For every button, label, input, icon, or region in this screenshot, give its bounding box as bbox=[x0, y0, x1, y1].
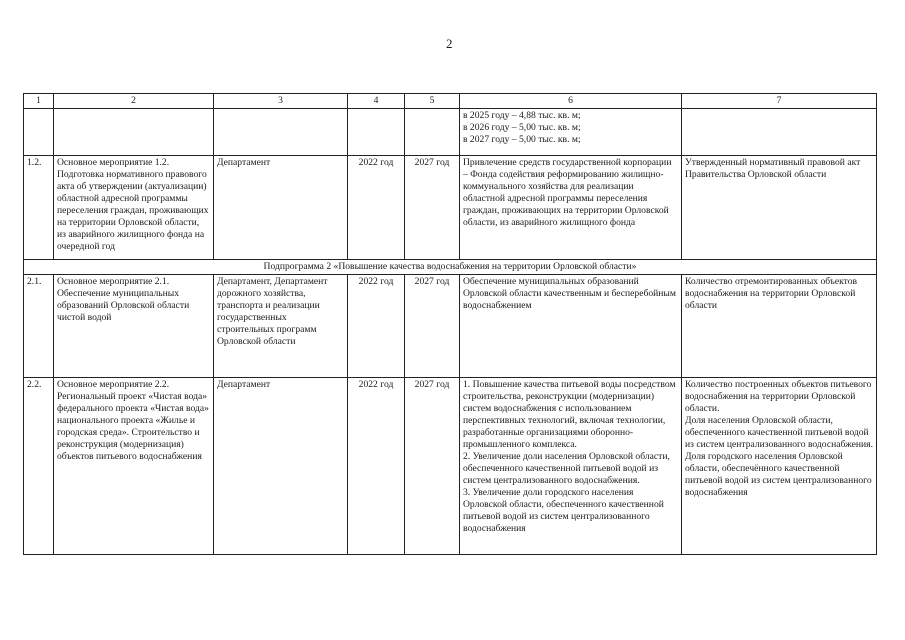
row-number: 2.1. bbox=[24, 275, 54, 378]
end-year: 2027 год bbox=[405, 275, 460, 378]
expected-result bbox=[460, 378, 682, 555]
continuation-line: в 2027 году – 5,00 тыс. кв. м; bbox=[463, 134, 581, 145]
header-col-6: 6 bbox=[460, 94, 682, 109]
indicator-item: Количество построенных объектов питьевого водоснабжения на территории Орловской области. bbox=[685, 379, 872, 414]
header-col-1: 1 bbox=[24, 94, 54, 109]
row-number: 1.2. bbox=[24, 156, 54, 260]
start-year: 2022 год bbox=[348, 156, 405, 260]
subprogram-title: Подпрограмма 2 «Повышение качества водоснабжения на территории Орловской области» bbox=[24, 260, 877, 275]
start-year: 2022 год bbox=[348, 378, 405, 555]
header-col-5: 5 bbox=[405, 94, 460, 109]
table-row-2-1 bbox=[24, 275, 877, 378]
indicator: Утвержденный нормативный правовой акт Правительства Орловской области bbox=[682, 156, 877, 260]
cell-empty bbox=[54, 109, 214, 156]
cell-empty bbox=[214, 109, 348, 156]
page-number: 2 bbox=[446, 36, 453, 51]
cell-empty bbox=[348, 109, 405, 156]
end-year: 2027 год bbox=[405, 156, 460, 260]
row-number: 2.2. bbox=[24, 378, 54, 555]
indicator: Количество отремонтированных объектов водоснабжения на территории Орловской области bbox=[682, 275, 877, 378]
continuation-result bbox=[460, 109, 682, 156]
result-item: 1. Повышение качества питьевой воды посредством строительства, реконструкции (модернизации) систем водоснабжения с использованием перспективных технологий, включая технологии, разработанные организациями оборонно-промышленного комплекса. bbox=[463, 379, 676, 450]
header-row bbox=[24, 94, 877, 109]
cell-empty bbox=[682, 109, 877, 156]
subprogram-row bbox=[24, 260, 877, 275]
result-item: 3. Увеличение доли городского населения Орловской области, обеспеченного качественной питьевой водой из систем централизованного водоснабжения bbox=[463, 487, 664, 534]
indicator-item: Доля населения Орловской области, обеспеченного качественной питьевой водой из систем централизованного водоснабжения. bbox=[685, 415, 873, 450]
indicator-item: Доля городского населения Орловской области, обеспечённого качественной питьевой водой из систем централизованного водоснабжения bbox=[685, 451, 872, 498]
table-row-continuation bbox=[24, 109, 877, 156]
header-col-2: 2 bbox=[54, 94, 214, 109]
table-row-2-2 bbox=[24, 378, 877, 555]
event-name: Основное мероприятие 2.1. Обеспечение муниципальных образований Орловской области чистой водой bbox=[54, 275, 214, 378]
continuation-line: в 2025 году – 4,88 тыс. кв. м; bbox=[463, 110, 581, 121]
header-col-4: 4 bbox=[348, 94, 405, 109]
event-name: Основное мероприятие 1.2. Подготовка нормативного правового акта об утверждении (актуализации) областной адресной программы переселения граждан, проживающих на территории Орловской области, из аварийного жилищного фонда на очередной год bbox=[54, 156, 214, 260]
continuation-line: в 2026 году – 5,00 тыс. кв. м; bbox=[463, 122, 581, 133]
header-col-3: 3 bbox=[214, 94, 348, 109]
expected-result: Привлечение средств государственной корпорации – Фонда содействия реформированию жилищно-коммунального хозяйства для реализации областной адресной программы переселения граждан, проживающих на территории Орловской области, из аварийного жилищного фонда bbox=[460, 156, 682, 260]
event-name: Основное мероприятие 2.2. Региональный проект «Чистая вода» федерального проекта «Чистая вода» национального проекта «Жилье и городская среда». Строительство и реконструкция (модернизация) объектов питьевого водоснабжения bbox=[54, 378, 214, 555]
expected-result: Обеспечение муниципальных образований Орловской области качественным и бесперебойным водоснабжением bbox=[460, 275, 682, 378]
result-item: 2. Увеличение доли населения Орловской области, обеспеченного качественной питьевой водой из систем централизованного водоснабжения. bbox=[463, 451, 670, 486]
cell-empty bbox=[405, 109, 460, 156]
table-row-1-2 bbox=[24, 156, 877, 260]
header-col-7: 7 bbox=[682, 94, 877, 109]
program-table bbox=[23, 93, 877, 555]
start-year: 2022 год bbox=[348, 275, 405, 378]
executor: Департамент, Департамент дорожного хозяйства, транспорта и реализации государственных строительных программ Орловской области bbox=[214, 275, 348, 378]
indicator bbox=[682, 378, 877, 555]
end-year: 2027 год bbox=[405, 378, 460, 555]
executor: Департамент bbox=[214, 378, 348, 555]
executor: Департамент bbox=[214, 156, 348, 260]
cell-empty bbox=[24, 109, 54, 156]
